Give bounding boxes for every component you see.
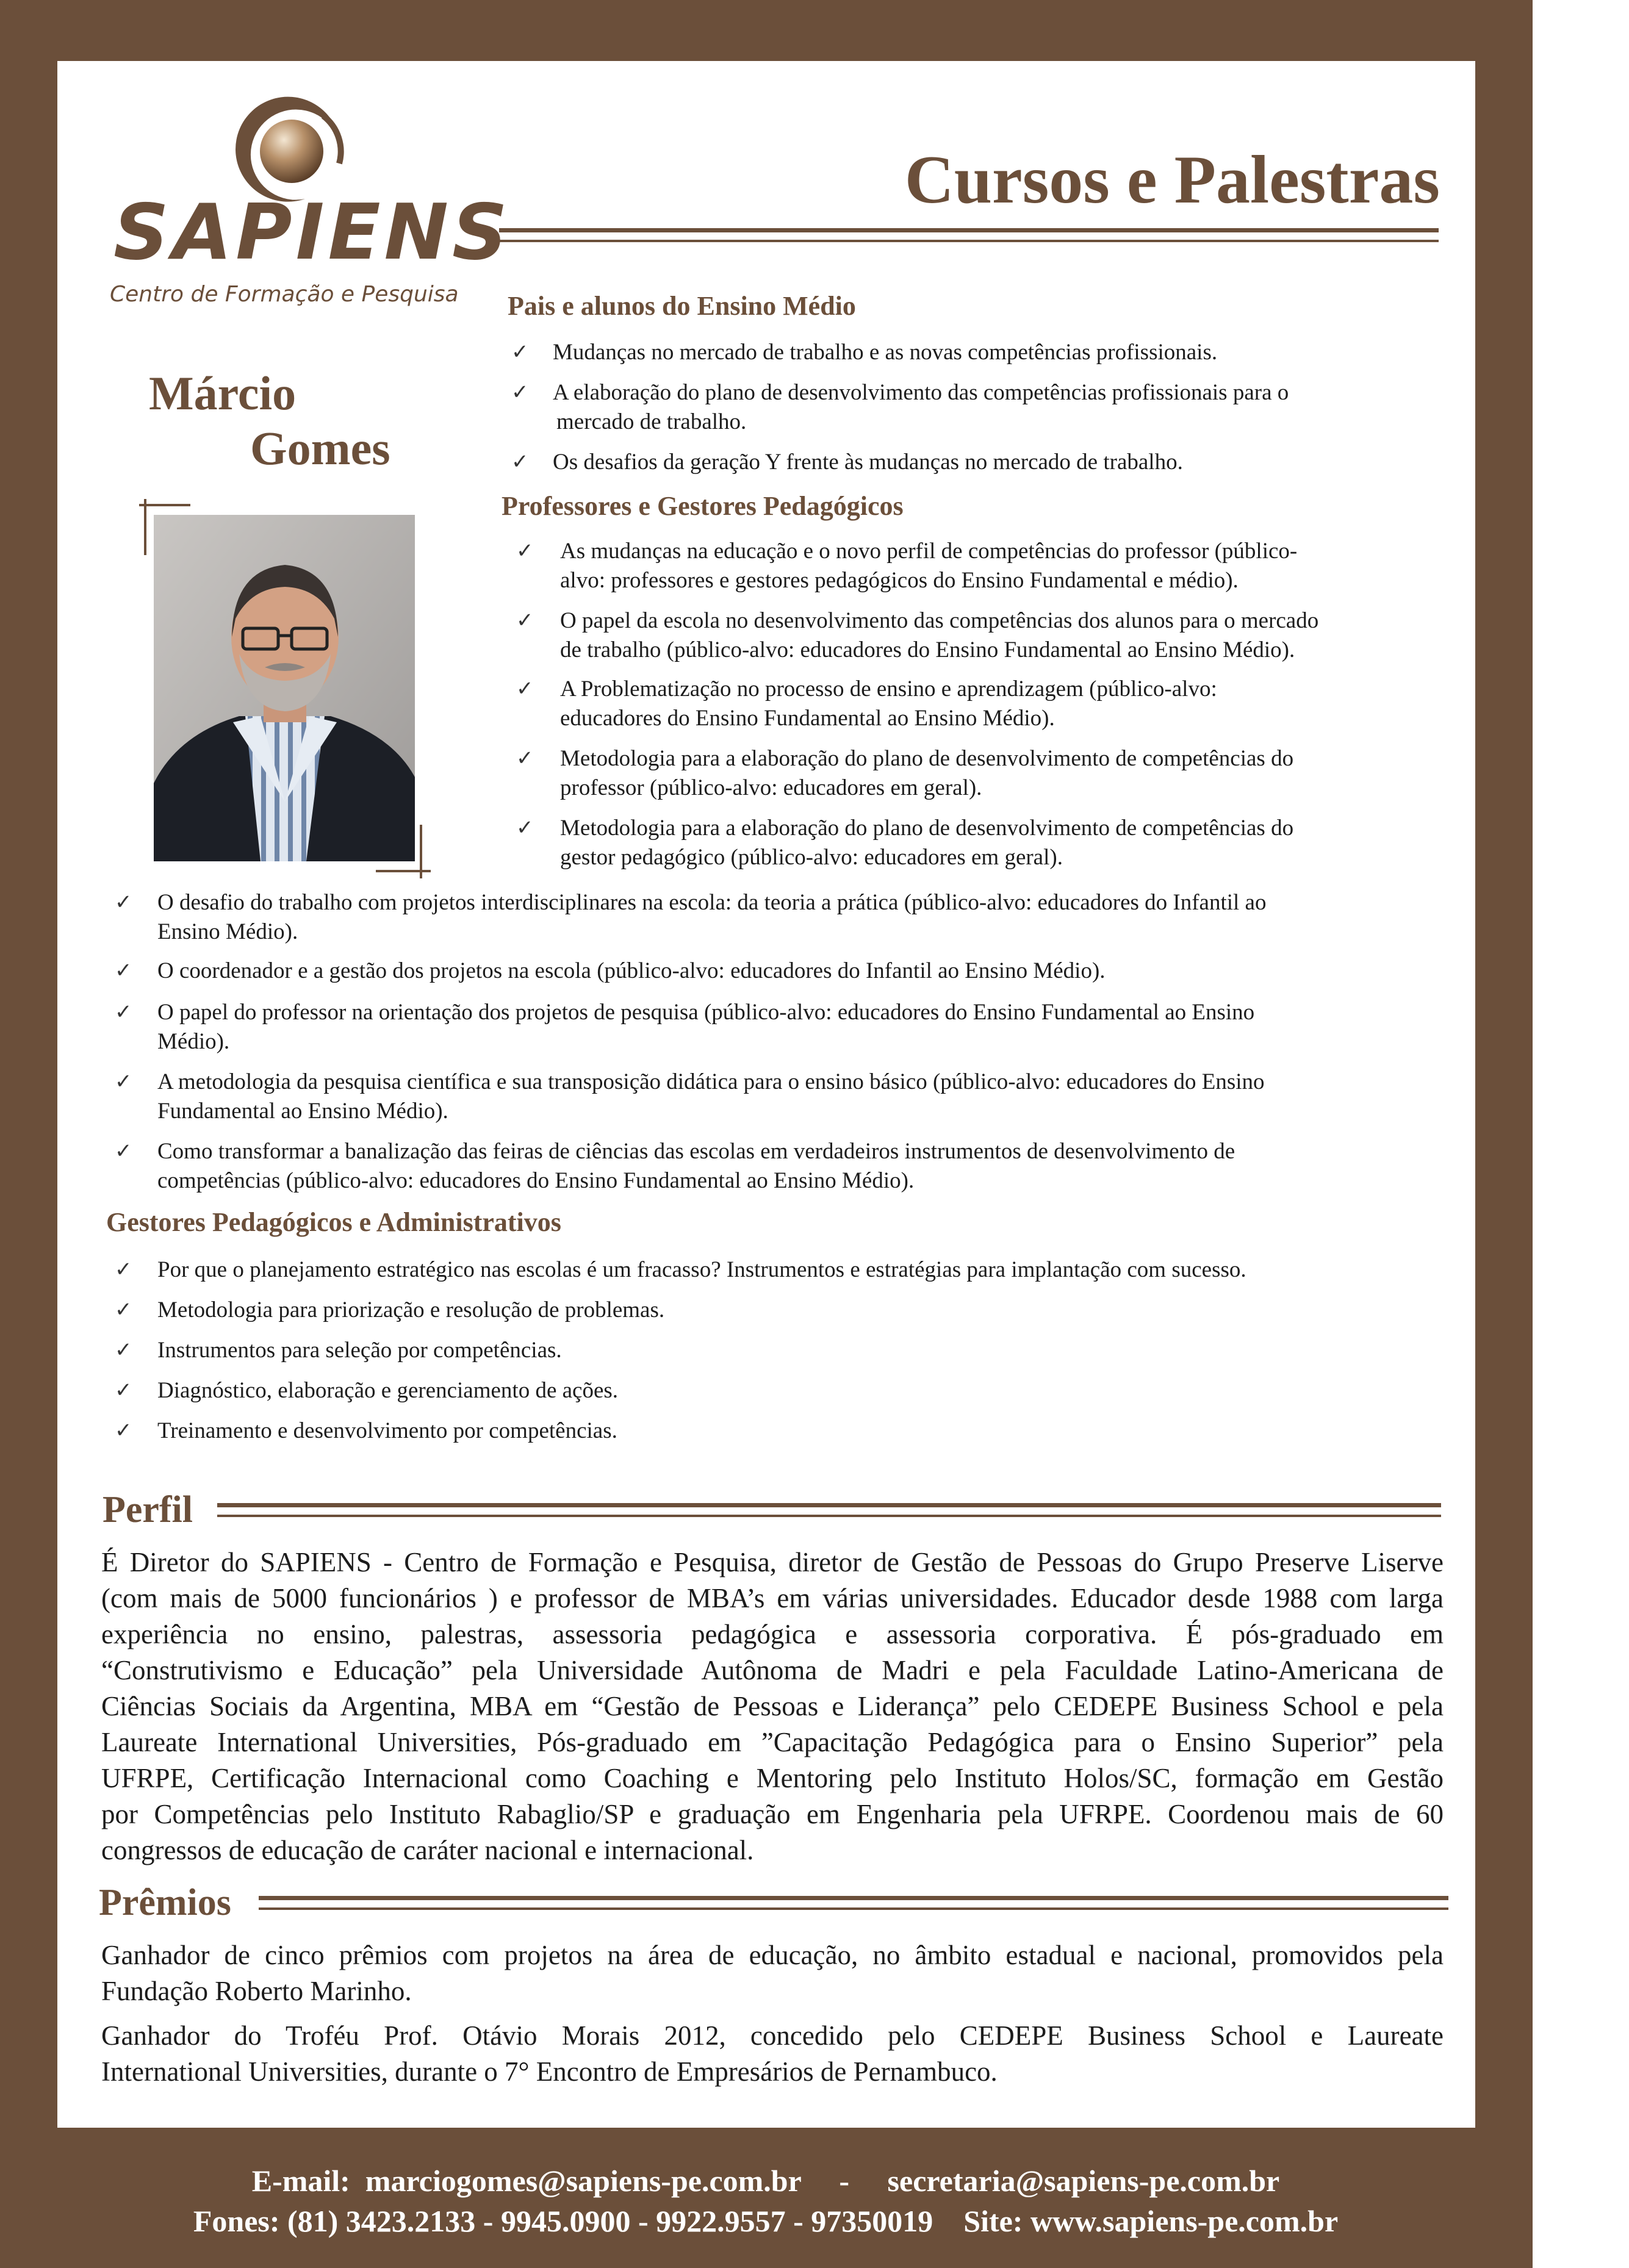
checkmark-icon: ✓ [511, 341, 529, 364]
footer-phones-line: Fones: (81) 3423.2133 - 9945.0900 - 9922.9557 - 97350019 Site: www.sapiens-pe.com.br [193, 2204, 1339, 2238]
crop-mark [420, 825, 422, 878]
crop-mark [376, 870, 431, 872]
checkmark-icon: ✓ [115, 1140, 132, 1163]
sapiens-logo-word: SAPIENS [113, 187, 511, 277]
premios-rule [259, 1896, 1448, 1910]
page-title: Cursos e Palestras [904, 142, 1440, 218]
crop-mark [144, 499, 146, 555]
crop-mark [139, 504, 190, 506]
checkmark-icon: ✓ [115, 1001, 132, 1024]
perfil-paragraph: É Diretor do SAPIENS - Centro de Formação e Pesquisa, diretor de Gestão de Pessoas do Grupo Preserve Liserve (com mais de 5000 funcionários ) e professor de MBA’s em várias universidades. Educador desde 1988 com larga experiência no ensino, palestras, assessoria pedagógica e assessoria corporativa. É pós-graduado em “Construtivismo e Educação” pela Universidade Autônoma de Madri e pela Faculdade Latino-Americana de Ciências Sociais da Argentina, MBA em “Gestão de Pessoas e Liderança” pelo CEDEPE Business School e pela Laureate International Universities, Pós-graduado em ”Capacitação Pedagógica para o Ensino Superior” pela UFRPE, Certificação Internacional como Coaching e Mentoring pelo Instituto Holos/SC, formação em Gestão por Competências pelo Instituto Rabaglio/SP e graduação em Engenharia pela UFRPE. Coordenou mais de 60 congressos de educação de caráter nacional e internacional. [101, 1547, 1444, 1865]
section-title-pais-alunos: Pais e alunos do Ensino Médio [508, 291, 856, 321]
sapiens-tagline: Centro de Formação e Pesquisa [110, 282, 459, 307]
premios-title: Prêmios [99, 1882, 231, 1923]
checkmark-icon: ✓ [516, 540, 534, 562]
checkmark-icon: ✓ [115, 1379, 132, 1402]
person-last-name: Gomes [250, 422, 390, 475]
checkmark-icon: ✓ [516, 747, 534, 770]
checkmark-icon: ✓ [511, 381, 529, 404]
perfil-title: Perfil [102, 1489, 193, 1531]
footer-email-1[interactable]: marciogomes@sapiens-pe.com.br [365, 2164, 801, 2198]
checkmark-icon: ✓ [115, 1258, 132, 1281]
title-rule [499, 228, 1439, 242]
checkmark-icon: ✓ [115, 1299, 132, 1321]
person-first-name: Márcio [149, 367, 297, 420]
portrait-photo [154, 515, 415, 861]
premios-paragraph-1: Ganhador de cinco prêmios com projetos na área de educação, no âmbito estadual e nacional, promovidos pela Fundação Roberto Marinho. [101, 1940, 1444, 2006]
perfil-rule [217, 1503, 1441, 1517]
footer-site-link[interactable]: www.sapiens-pe.com.br [1030, 2204, 1339, 2238]
section-title-gestores-administrativos: Gestores Pedagógicos e Administrativos [106, 1207, 561, 1237]
checkmark-icon: ✓ [516, 817, 534, 839]
premios-paragraph-2: Ganhador do Troféu Prof. Otávio Morais 2012, concedido pelo CEDEPE Business School e Laureate International Universities, durante o 7° Encontro de Empresários de Pernambuco. [101, 2020, 1444, 2087]
checkmark-icon: ✓ [516, 678, 534, 700]
checkmark-icon: ✓ [115, 1071, 132, 1093]
footer-phones: (81) 3423.2133 - 9945.0900 - 9922.9557 - 97350019 [287, 2204, 933, 2238]
checkmark-icon: ✓ [511, 451, 529, 473]
footer-email-2[interactable]: secretaria@sapiens-pe.com.br [887, 2164, 1280, 2198]
checkmark-icon: ✓ [516, 609, 534, 632]
checkmark-icon: ✓ [115, 960, 132, 982]
checkmark-icon: ✓ [115, 1419, 132, 1442]
section-title-professores-gestores: Professores e Gestores Pedagógicos [502, 491, 904, 521]
checkmark-icon: ✓ [115, 891, 132, 914]
footer-email-line: E-mail: marciogomes@sapiens-pe.com.br - secretaria@sapiens-pe.com.br [251, 2164, 1280, 2198]
checkmark-icon: ✓ [115, 1339, 132, 1362]
